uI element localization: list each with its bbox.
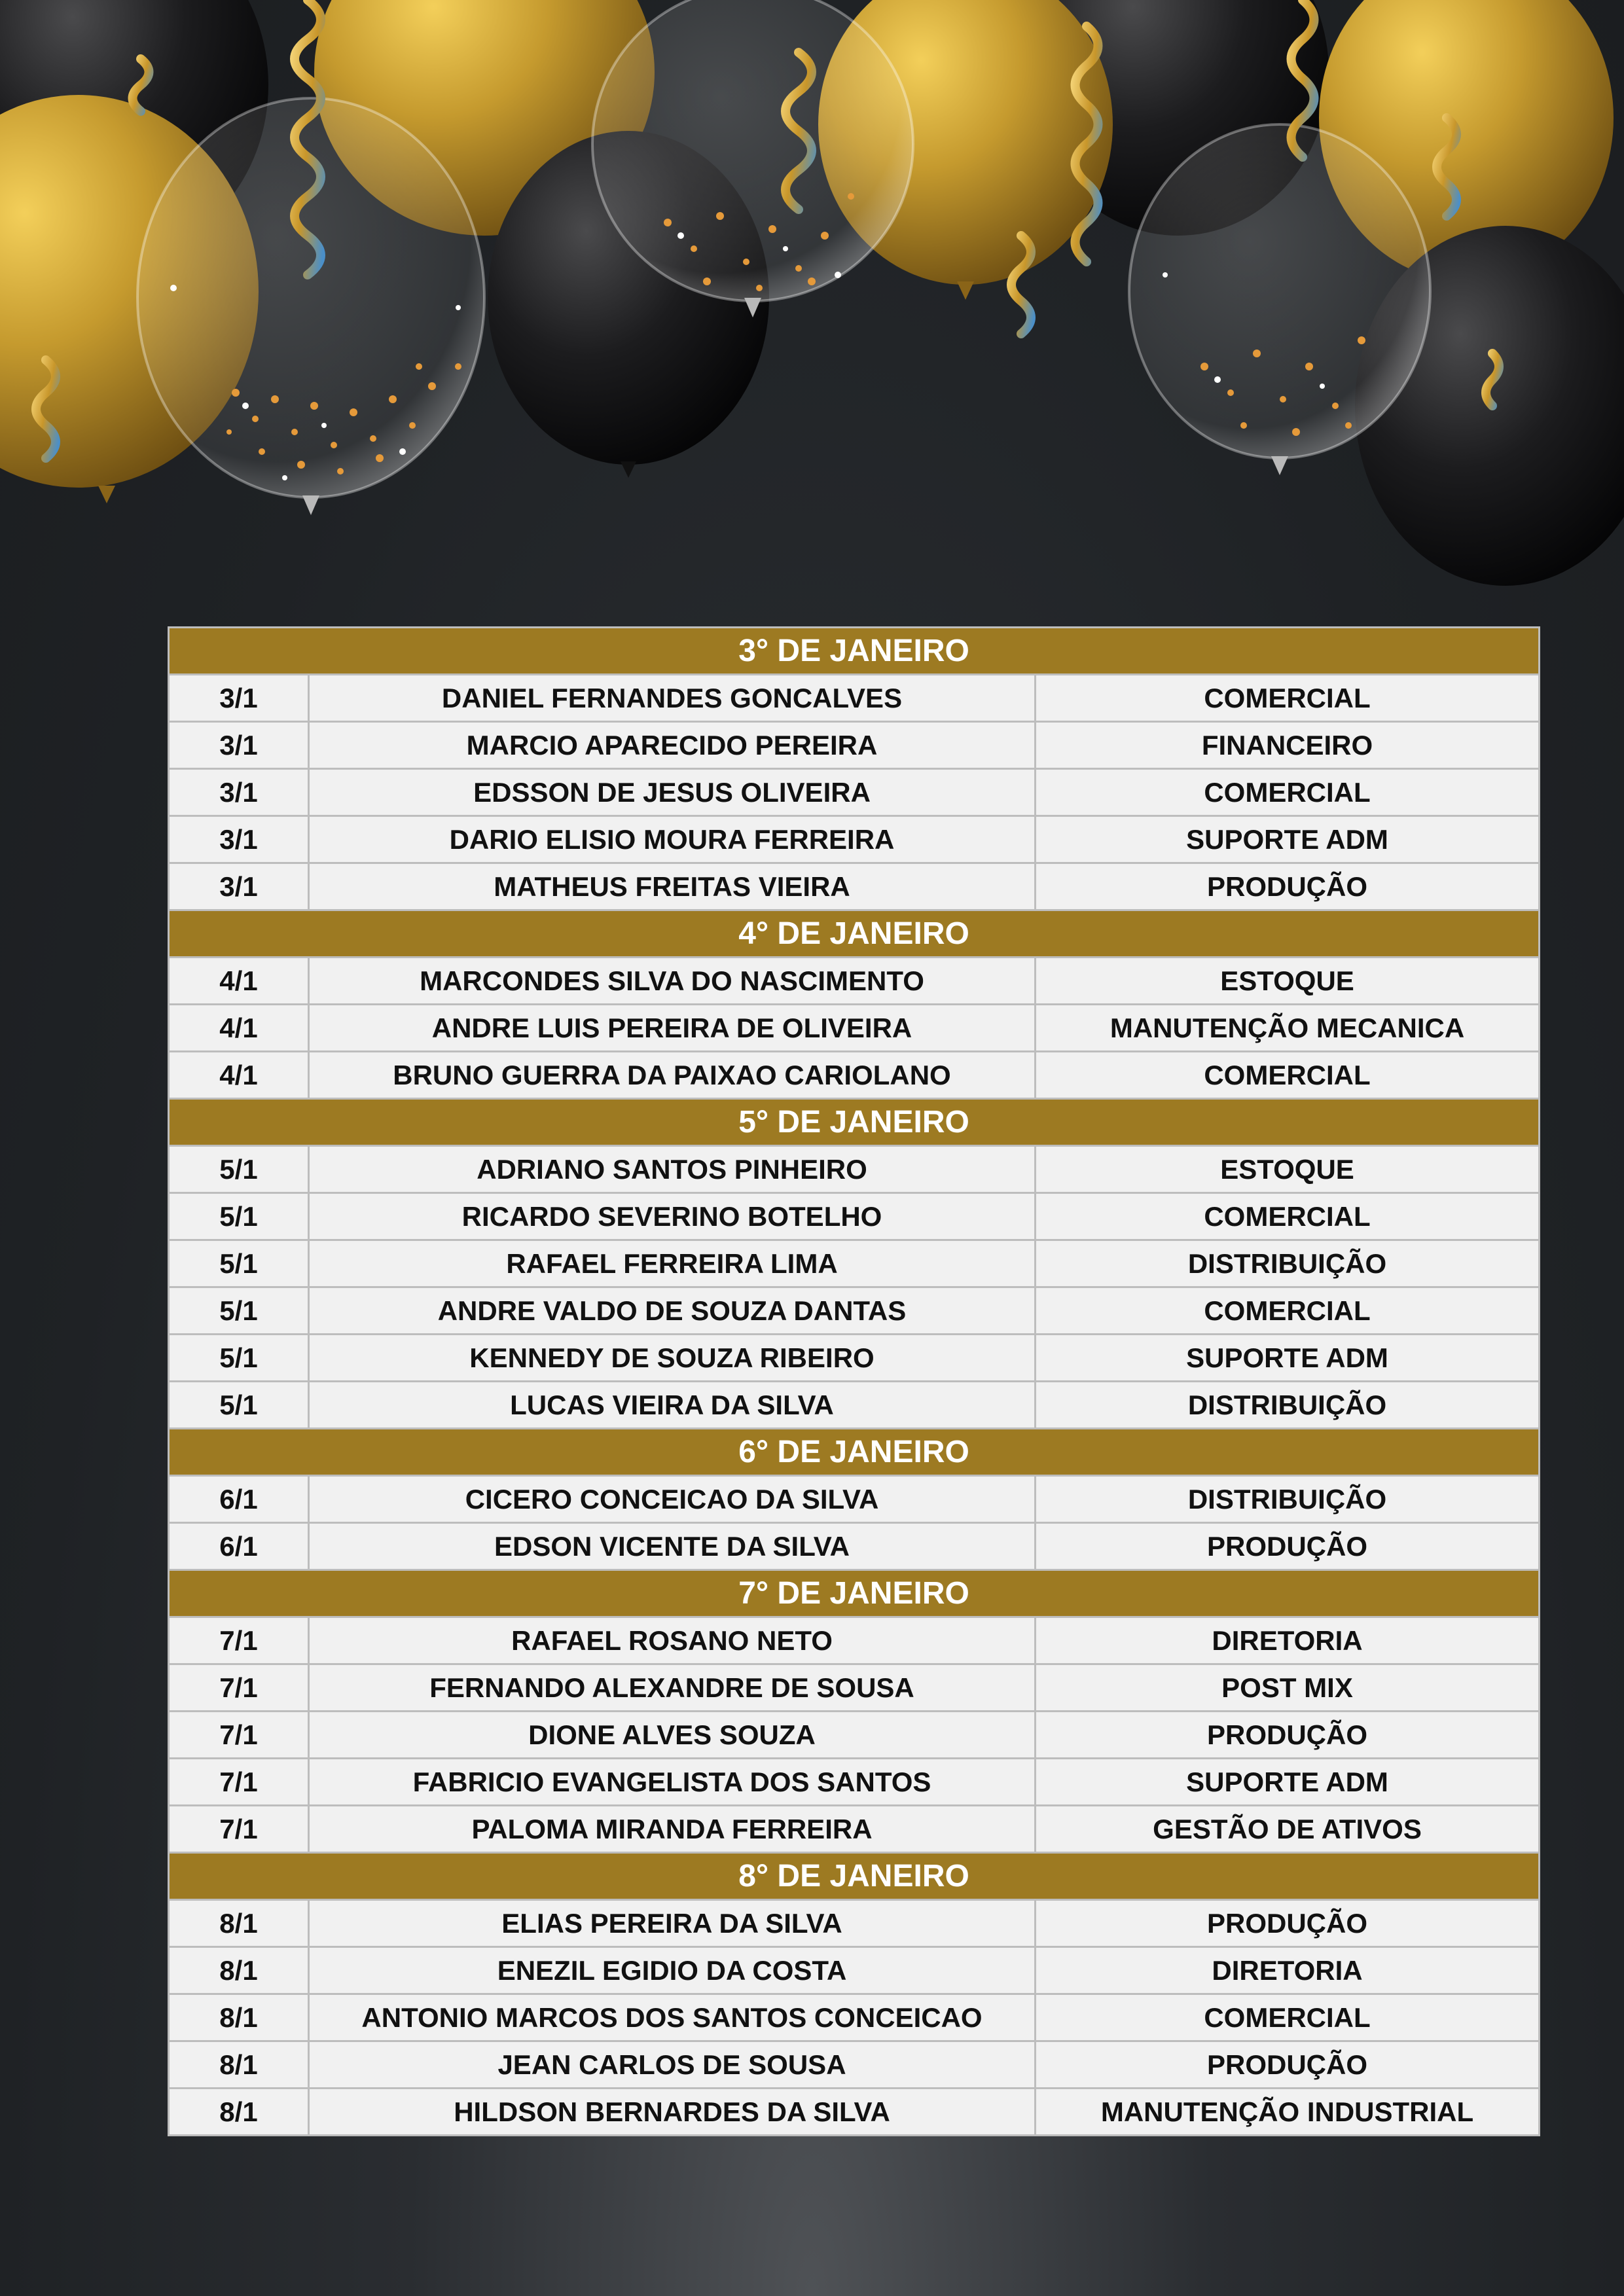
department-cell: PRODUÇÃO [1036,2041,1540,2089]
table-row [169,1712,1540,1759]
table-row [169,1287,1540,1335]
table-row [169,1146,1540,1193]
name-cell: ELIAS PEREIRA DA SILVA [309,1900,1036,1947]
section-header-row [169,628,1540,675]
name-cell: PALOMA MIRANDA FERREIRA [309,1806,1036,1853]
table-row [169,1947,1540,1994]
section-header-row [169,1429,1540,1476]
name-cell: ANTONIO MARCOS DOS SANTOS CONCEICAO [309,1994,1036,2041]
department-cell: SUPORTE ADM [1036,1335,1540,1382]
department-cell: ESTOQUE [1036,958,1540,1005]
name-cell: KENNEDY DE SOUZA RIBEIRO [309,1335,1036,1382]
date-cell: 6/1 [169,1476,309,1523]
department-cell: POST MIX [1036,1664,1540,1712]
date-cell: 8/1 [169,1947,309,1994]
date-cell: 3/1 [169,769,309,816]
table-row [169,1900,1540,1947]
date-cell: 5/1 [169,1382,309,1429]
department-cell: MANUTENÇÃO INDUSTRIAL [1036,2089,1540,2136]
name-cell: JEAN CARLOS DE SOUSA [309,2041,1036,2089]
date-cell: 5/1 [169,1240,309,1287]
date-cell: 8/1 [169,1900,309,1947]
name-cell: RICARDO SEVERINO BOTELHO [309,1193,1036,1240]
department-cell: SUPORTE ADM [1036,816,1540,863]
date-cell: 4/1 [169,1052,309,1099]
date-cell: 7/1 [169,1712,309,1759]
table-row [169,1193,1540,1240]
table-row [169,1476,1540,1523]
date-cell: 5/1 [169,1335,309,1382]
table-row [169,1335,1540,1382]
date-cell: 7/1 [169,1759,309,1806]
table-row [169,1240,1540,1287]
section-header: 8° DE JANEIRO [169,1853,1540,1900]
department-cell: COMERCIAL [1036,1052,1540,1099]
table-row [169,1664,1540,1712]
department-cell: ESTOQUE [1036,1146,1540,1193]
section-header: 5° DE JANEIRO [169,1099,1540,1146]
table-row [169,816,1540,863]
department-cell: COMERCIAL [1036,675,1540,722]
name-cell: MARCONDES SILVA DO NASCIMENTO [309,958,1036,1005]
date-cell: 7/1 [169,1806,309,1853]
section-header-row [169,1853,1540,1900]
section-header: 6° DE JANEIRO [169,1429,1540,1476]
birthday-schedule-table [168,626,1540,2136]
department-cell: PRODUÇÃO [1036,1712,1540,1759]
date-cell: 4/1 [169,1005,309,1052]
date-cell: 3/1 [169,675,309,722]
date-cell: 3/1 [169,722,309,769]
date-cell: 5/1 [169,1146,309,1193]
name-cell: DARIO ELISIO MOURA FERREIRA [309,816,1036,863]
name-cell: DIONE ALVES SOUZA [309,1712,1036,1759]
name-cell: MATHEUS FREITAS VIEIRA [309,863,1036,910]
section-header-row [169,910,1540,958]
schedule-body [169,628,1540,2136]
section-header: 4° DE JANEIRO [169,910,1540,958]
table-row [169,2089,1540,2136]
table-row [169,1005,1540,1052]
table-row [169,958,1540,1005]
date-cell: 6/1 [169,1523,309,1570]
department-cell: MANUTENÇÃO MECANICA [1036,1005,1540,1052]
date-cell: 7/1 [169,1617,309,1664]
date-cell: 8/1 [169,1994,309,2041]
name-cell: MARCIO APARECIDO PEREIRA [309,722,1036,769]
section-header: 3° DE JANEIRO [169,628,1540,675]
name-cell: RAFAEL FERREIRA LIMA [309,1240,1036,1287]
department-cell: SUPORTE ADM [1036,1759,1540,1806]
department-cell: GESTÃO DE ATIVOS [1036,1806,1540,1853]
department-cell: COMERCIAL [1036,769,1540,816]
department-cell: PRODUÇÃO [1036,863,1540,910]
table-row [169,769,1540,816]
table-row [169,1382,1540,1429]
name-cell: EDSON VICENTE DA SILVA [309,1523,1036,1570]
name-cell: BRUNO GUERRA DA PAIXAO CARIOLANO [309,1052,1036,1099]
date-cell: 3/1 [169,863,309,910]
department-cell: DIRETORIA [1036,1617,1540,1664]
table-row [169,2041,1540,2089]
date-cell: 8/1 [169,2041,309,2089]
department-cell: DIRETORIA [1036,1947,1540,1994]
name-cell: FERNANDO ALEXANDRE DE SOUSA [309,1664,1036,1712]
department-cell: COMERCIAL [1036,1994,1540,2041]
table-row [169,1052,1540,1099]
balloons-illustration [0,0,1624,628]
name-cell: ADRIANO SANTOS PINHEIRO [309,1146,1036,1193]
department-cell: PRODUÇÃO [1036,1900,1540,1947]
section-header-row [169,1099,1540,1146]
department-cell: DISTRIBUIÇÃO [1036,1476,1540,1523]
name-cell: HILDSON BERNARDES DA SILVA [309,2089,1036,2136]
name-cell: EDSSON DE JESUS OLIVEIRA [309,769,1036,816]
name-cell: LUCAS VIEIRA DA SILVA [309,1382,1036,1429]
date-cell: 7/1 [169,1664,309,1712]
table-row [169,1806,1540,1853]
table-row [169,1994,1540,2041]
name-cell: ENEZIL EGIDIO DA COSTA [309,1947,1036,1994]
department-cell: PRODUÇÃO [1036,1523,1540,1570]
date-cell: 4/1 [169,958,309,1005]
table-row [169,1523,1540,1570]
date-cell: 3/1 [169,816,309,863]
name-cell: FABRICIO EVANGELISTA DOS SANTOS [309,1759,1036,1806]
table-row [169,1759,1540,1806]
section-header-row [169,1570,1540,1617]
date-cell: 5/1 [169,1193,309,1240]
date-cell: 5/1 [169,1287,309,1335]
department-cell: COMERCIAL [1036,1193,1540,1240]
name-cell: ANDRE VALDO DE SOUZA DANTAS [309,1287,1036,1335]
name-cell: CICERO CONCEICAO DA SILVA [309,1476,1036,1523]
table-row [169,675,1540,722]
name-cell: ANDRE LUIS PEREIRA DE OLIVEIRA [309,1005,1036,1052]
name-cell: RAFAEL ROSANO NETO [309,1617,1036,1664]
table-row [169,1617,1540,1664]
section-header: 7° DE JANEIRO [169,1570,1540,1617]
name-cell: DANIEL FERNANDES GONCALVES [309,675,1036,722]
department-cell: DISTRIBUIÇÃO [1036,1240,1540,1287]
date-cell: 8/1 [169,2089,309,2136]
department-cell: COMERCIAL [1036,1287,1540,1335]
department-cell: DISTRIBUIÇÃO [1036,1382,1540,1429]
table-row [169,722,1540,769]
department-cell: FINANCEIRO [1036,722,1540,769]
table-row [169,863,1540,910]
